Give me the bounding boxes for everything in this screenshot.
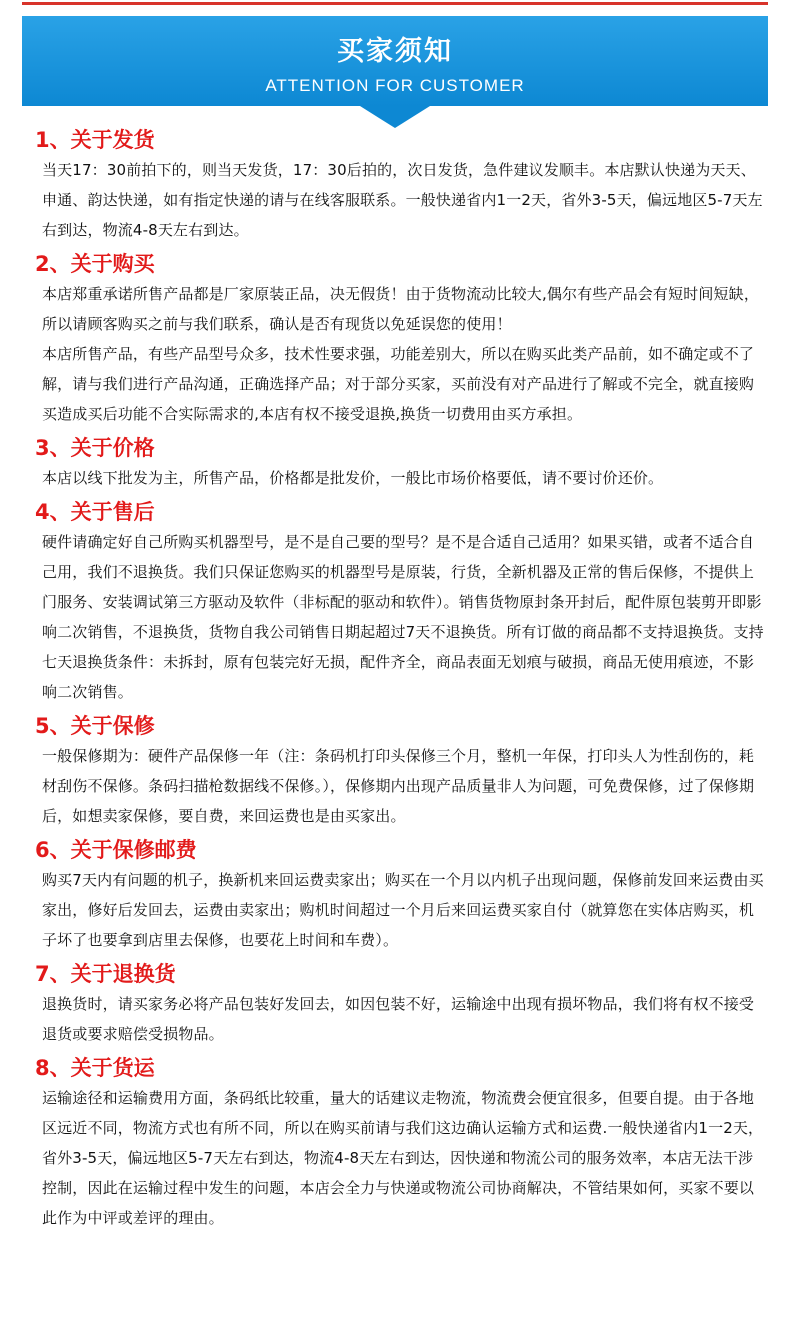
section-paragraph: 本店郑重承诺所售产品都是厂家原装正品，决无假货！由于货物流动比较大,偶尔有些产品会有短时间短缺，所以请顾客购买之前与我们联系，确认是否有现货以免延误您的使用！ [42, 285, 759, 333]
section-title: 1、关于发货 [35, 128, 155, 152]
section-warranty [35, 711, 765, 831]
section-title: 2、关于购买 [35, 252, 155, 276]
section-freight [35, 1053, 765, 1233]
section-paragraph: 运输途径和运输费用方面，条码纸比较重，量大的话建议走物流，物流费会便宜很多，但要自提。由于各地区远近不同，物流方式也有所不同，所以在购买前请与我们这边确认运输方式和运费.一般快递省内1一2天，省外3-5天，偏远地区5-7天左右到达，物流4-8天左右到达，因快递和物流公司的服务效率，本店无法干涉控制，因此在运输过程中发生的问题，本店会全力与快递或物流公司协商解决，不管结果如何，买家不要以此作为中评或差评的理由。 [42, 1089, 764, 1227]
section-paragraph: 一般保修期为：硬件产品保修一年（注：条码机打印头保修三个月，整机一年保，打印头人为性刮伤的，耗材刮伤不保修。条码扫描枪数据线不保修。），保修期内出现产品质量非人为问题，可免费保修，过了保修期后，如想卖家保修，要自费，来回运费也是由买家出。 [42, 747, 755, 825]
section-paragraph: 本店以线下批发为主，所售产品，价格都是批发价，一般比市场价格要低，请不要讨价还价。 [42, 469, 664, 487]
section-price [35, 433, 765, 493]
header-banner [22, 16, 768, 106]
banner-subtitle: ATTENTION FOR CUSTOMER [265, 76, 525, 95]
top-divider [22, 2, 768, 5]
section-paragraph: 硬件请确定好自己所购买机器型号，是不是自己要的型号？是不是合适自己适用？如果买错，或者不适合自己用，我们不退换货。我们只保证您购买的机器型号是原装，行货，全新机器及正常的售后保修，不提供上门服务、安装调试第三方驱动及软件（非标配的驱动和软件）。销售货物原封条开封后，配件原包装剪开即影响二次销售，不退换货，货物自我公司销售日期起超过7天不退换货。所有订做的商品都不支持退换货。支持七天退换货条件：未拆封，原有包装完好无损，配件齐全，商品表面无划痕与破损，商品无使用痕迹，不影响二次销售。 [42, 533, 764, 701]
section-paragraph: 当天17：30前拍下的，则当天发货，17：30后拍的，次日发货，急件建议发顺丰。本店默认快递为天天、申通、韵达快递，如有指定快递的请与在线客服联系。一般快递省内1一2天，省外3-5天，偏远地区5-7天左右到达，物流4-8天左右到达。 [42, 161, 763, 239]
section-purchase [35, 249, 765, 429]
section-title: 8、关于货运 [35, 1056, 155, 1080]
section-paragraph: 购买7天内有问题的机子，换新机来回运费卖家出；购买在一个月以内机子出现问题，保修前发回来运费由买家出，修好后发回去，运费由卖家出；购机时间超过一个月后来回运费买家自付（就算您在实体店购买，机子坏了也要拿到店里去保修，也要花上时间和车费）。 [42, 871, 764, 949]
section-title: 7、关于退换货 [35, 962, 176, 986]
banner-title: 买家须知 [337, 36, 453, 67]
section-returns [35, 959, 765, 1049]
notice-content [35, 125, 765, 1237]
section-paragraph: 退换货时，请买家务必将产品包装好发回去，如因包装不好，运输途中出现有损坏物品，我们将有权不接受退货或要求赔偿受损物品。 [42, 995, 755, 1043]
section-warranty-postage [35, 835, 765, 955]
section-title: 6、关于保修邮费 [35, 838, 197, 862]
section-paragraph: 本店所售产品，有些产品型号众多，技术性要求强，功能差别大，所以在购买此类产品前，如不确定或不了解，请与我们进行产品沟通，正确选择产品；对于部分买家，买前没有对产品进行了解或不完全，就直接购买造成买后功能不合实际需求的,本店有权不接受退换,换货一切费用由买方承担。 [42, 345, 755, 423]
section-after-sales [35, 497, 765, 707]
section-title: 3、关于价格 [35, 436, 155, 460]
section-title: 4、关于售后 [35, 500, 155, 524]
section-title: 5、关于保修 [35, 714, 155, 738]
section-shipping [35, 125, 765, 245]
